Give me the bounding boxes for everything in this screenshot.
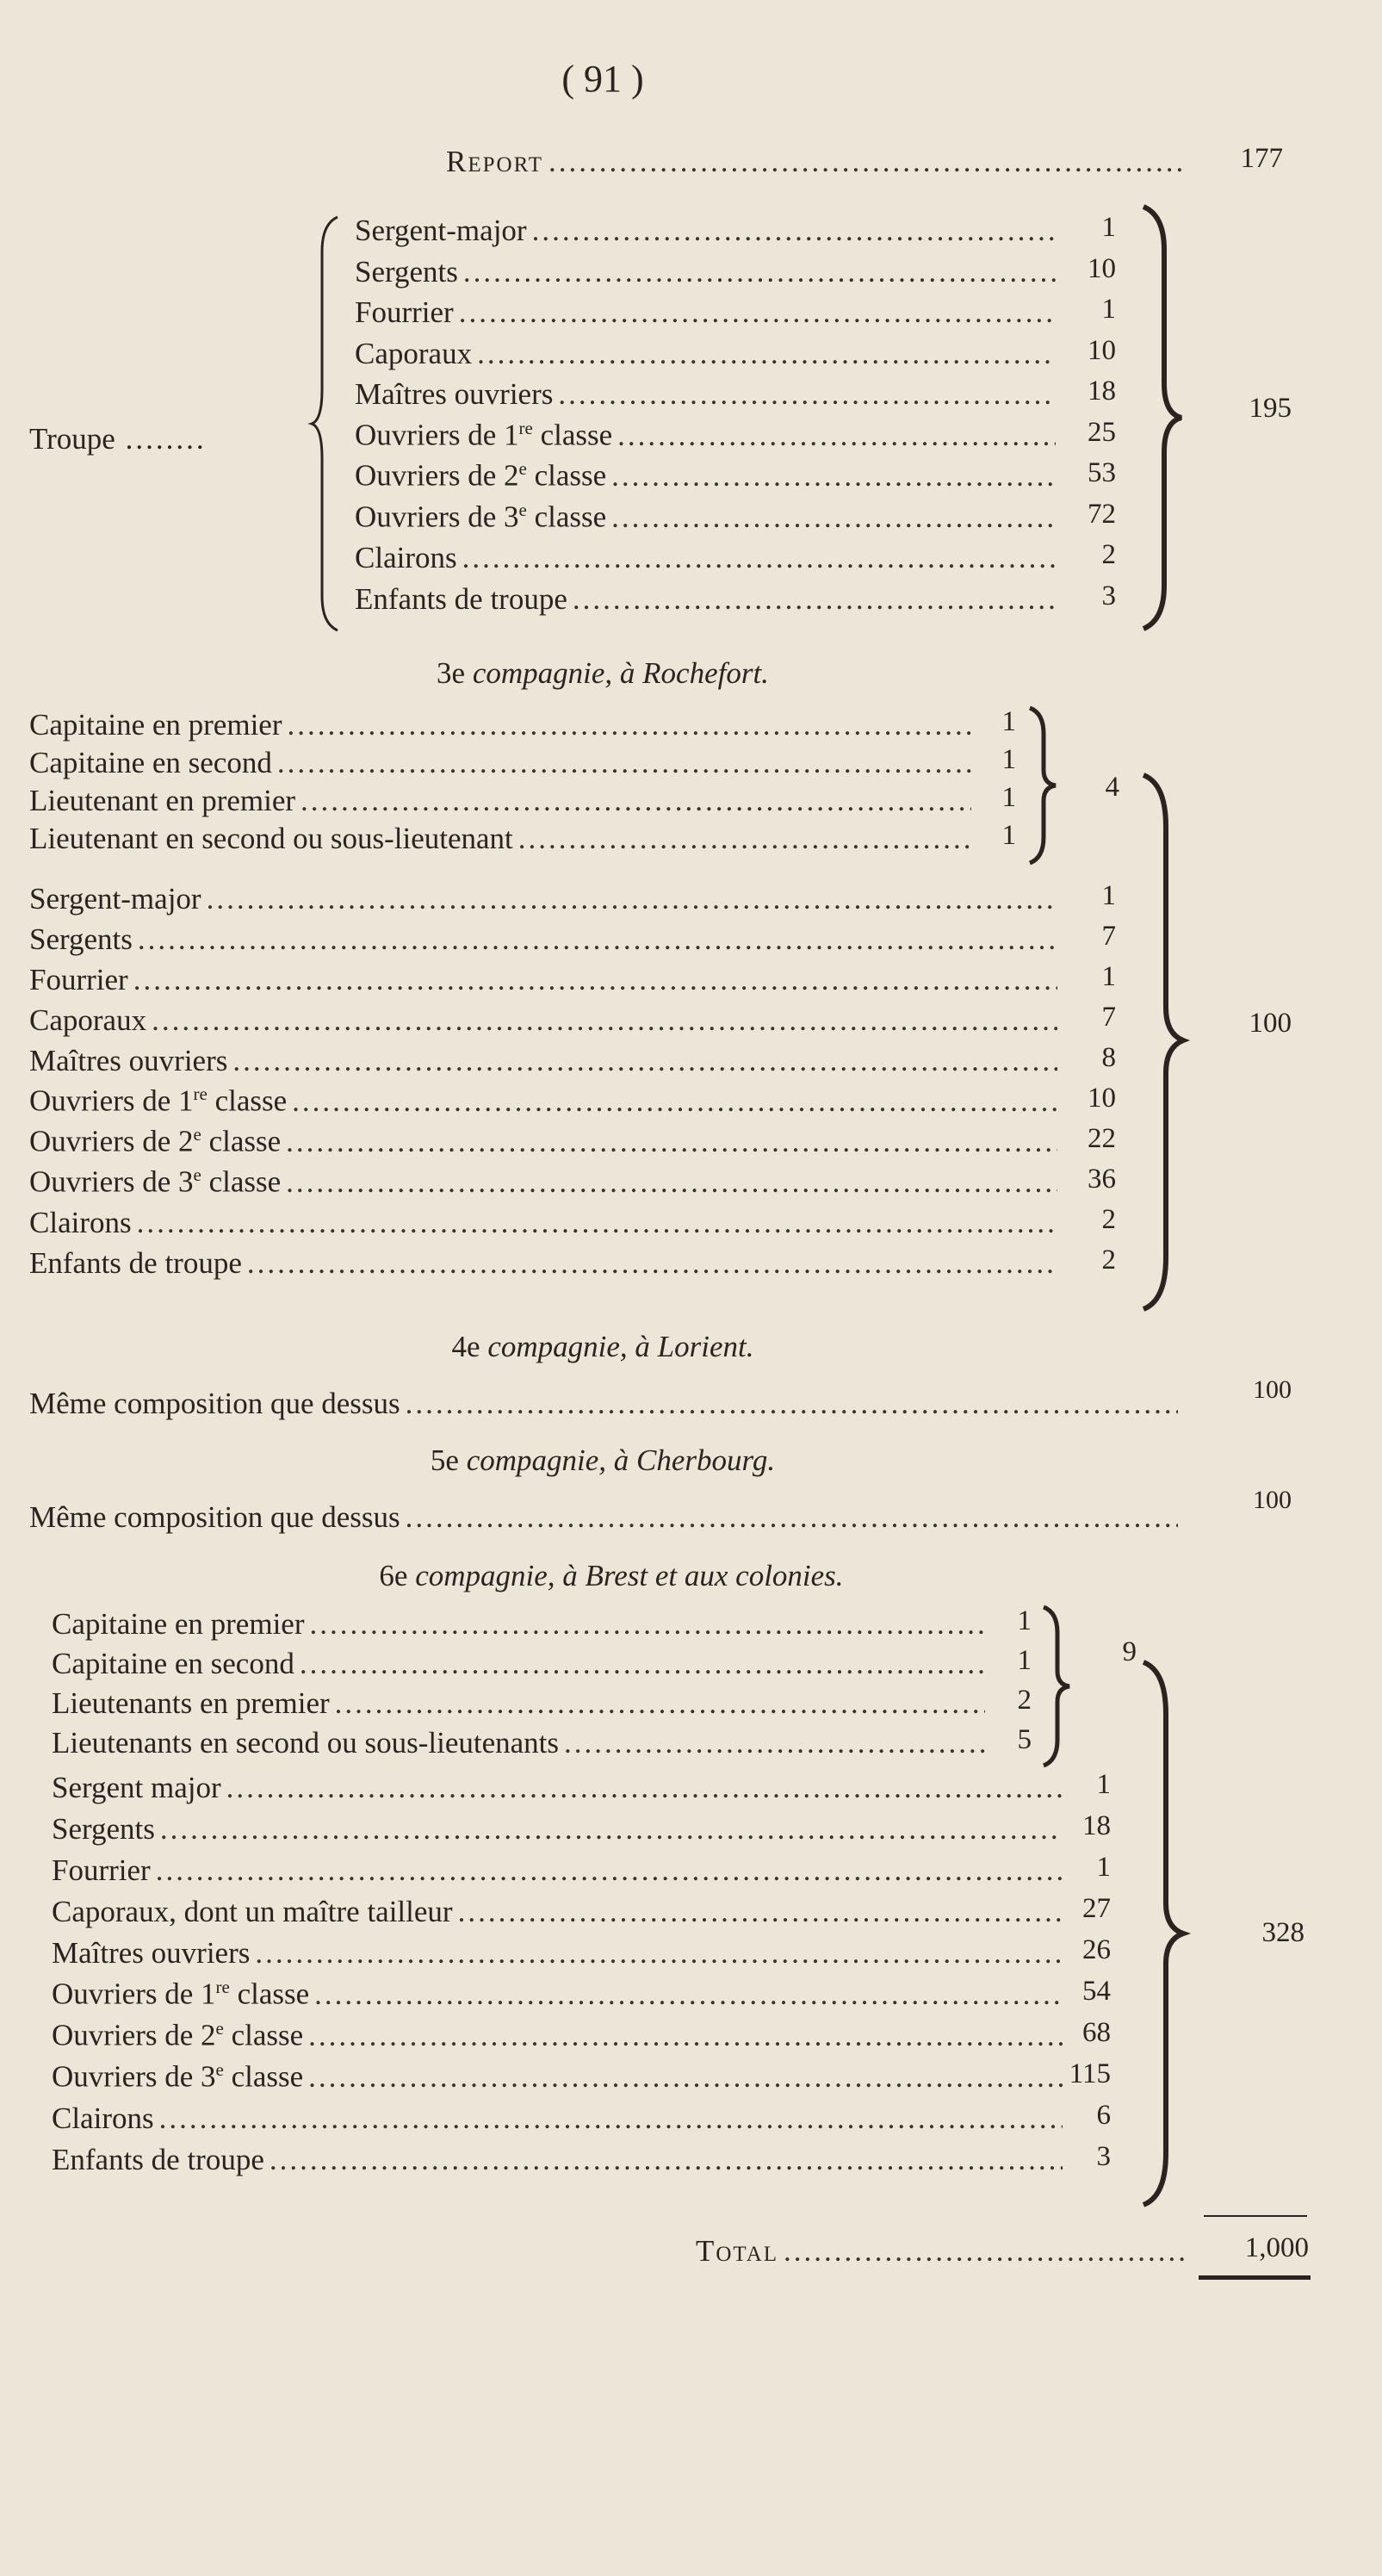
company3-label: Sergent-major [29,882,201,916]
troupe-row [355,295,1061,330]
company3-label: Ouvriers de 3e classe [29,1164,282,1199]
company6-row [52,1977,1068,2012]
company3-value: 10 [1088,1083,1116,1114]
company3-right-brace [1137,775,1188,1309]
company6-value: 18 [1082,1810,1111,1841]
company6-row [52,1936,1068,1971]
company3-label: Ouvriers de 2e classe [29,1124,282,1158]
company6-officer-row [52,1686,990,1721]
company3-label: Fourrier [29,963,128,996]
company3-value: 2 [1101,1204,1116,1235]
company6-label: Sergent major [52,1771,221,1804]
troupe-value: 72 [1088,498,1116,530]
total-label: Total [696,2234,779,2268]
company6-officer-value: 5 [1017,1724,1032,1755]
company6-officer-label: Capitaine en premier [52,1607,305,1641]
company3-value: 1 [1101,880,1116,911]
company6-row [52,1771,1068,1805]
company6-officer-brace [1040,1607,1075,1766]
troupe-row [355,337,1061,371]
company5-row: Même composition que dessus ..... [29,1500,1183,1535]
company3-value: 2 [1101,1245,1116,1276]
total-rule-top [1204,2215,1307,2217]
company6-row [52,2060,1068,2095]
troupe-value: 25 [1088,416,1116,448]
company6-officers-sum: 9 [1122,1636,1137,1667]
company6-right-brace [1137,1662,1188,2205]
company6-value: 6 [1096,2100,1111,2131]
company3-officer-value: 1 [1001,744,1016,775]
company6-value: 68 [1082,2017,1111,2048]
company3-officer-row [29,708,976,742]
company3-total: 100 [1249,1008,1292,1039]
company6-label: Sergents [52,1812,155,1846]
company6-value: 26 [1082,1934,1111,1965]
report-value: 177 [1240,143,1283,174]
company6-value: 27 [1082,1893,1111,1924]
company6-row [52,1812,1068,1847]
troupe-left-brace [310,217,344,630]
troupe-value: 3 [1101,580,1116,611]
company3-officer-row [29,822,976,856]
company6-officer-row [52,1607,990,1642]
troupe-value: 53 [1088,457,1116,488]
company6-officer-value: 2 [1017,1685,1032,1716]
company6-officer-row [52,1647,990,1681]
company6-row [52,1853,1068,1888]
troupe-value: 10 [1088,252,1116,284]
troupe-row [355,500,1061,535]
company3-row [29,1165,1063,1200]
company6-label: Caporaux, dont un maître tailleur [52,1895,453,1928]
troupe-label: Caporaux [355,336,473,370]
company4-row: Même composition que dessus ..... [29,1387,1183,1421]
company6-label: Clairons [52,2101,154,2135]
troupe-row [355,419,1061,453]
troupe-label: Sergents [355,254,458,289]
company3-row [29,1044,1063,1078]
company6-value: 54 [1082,1976,1111,2007]
troupe-value: 2 [1101,539,1116,570]
company6-total: 328 [1261,1917,1305,1948]
company3-officer-brace [1026,708,1061,863]
troupe-value: 1 [1101,212,1116,243]
company4-value: 100 [1253,1375,1292,1404]
troupe-row [355,541,1061,575]
company6-row [52,1895,1068,1929]
company3-label: Ouvriers de 1re classe [29,1083,288,1118]
troupe-row [355,214,1061,248]
troupe-label: Enfants de troupe [355,581,567,616]
troupe-row [355,459,1061,493]
troupe-label: Ouvriers de 2e classe [355,458,607,493]
page-number: ( 91 ) [561,58,644,100]
company4-heading: 4e compagnie, à Lorient. [451,1330,754,1363]
company6-label: Ouvriers de 1re classe [52,1977,310,2011]
company6-officer-label: Capitaine en second [52,1647,294,1680]
troupe-label: Troupe ........ [29,422,207,456]
company3-officer-label: Capitaine en premier [29,708,282,742]
company3-row [29,882,1063,916]
company3-row [29,1084,1063,1119]
report-line [446,145,1187,179]
troupe-label: Clairons [355,541,457,574]
company3-value: 7 [1101,921,1116,952]
company6-row [52,2143,1068,2177]
company6-value: 3 [1096,2141,1111,2172]
company3-officer-row [29,746,976,780]
company6-row [52,2101,1068,2136]
company6-officer-label: Lieutenants en premier [52,1686,330,1720]
company6-label: Ouvriers de 3e classe [52,2059,304,2094]
troupe-row [355,255,1061,289]
company3-officer-value: 1 [1001,782,1016,813]
company6-value: 115 [1069,2058,1111,2089]
company3-officer-row [29,784,976,818]
troupe-label: Fourrier [355,295,454,329]
troupe-label: Ouvriers de 3e classe [355,499,607,534]
company6-label: Fourrier [52,1853,151,1887]
company3-row [29,922,1063,957]
company3-value: 1 [1101,961,1116,992]
company3-value: 36 [1088,1164,1116,1195]
company3-officers-sum: 4 [1105,772,1119,803]
total-line [696,2234,1195,2269]
company3-officer-label: Lieutenant en premier [29,784,296,817]
company3-row [29,1246,1063,1281]
troupe-label: Ouvriers de 1re classe [355,417,613,452]
company3-label: Maîtres ouvriers [29,1044,228,1077]
company6-officer-row [52,1726,990,1760]
company3-label: Caporaux [29,1003,147,1037]
company3-value: 8 [1101,1042,1116,1073]
troupe-total: 195 [1249,393,1292,424]
company3-row [29,1003,1063,1038]
company3-label: Clairons [29,1206,132,1239]
company6-label: Ouvriers de 2e classe [52,2018,304,2052]
company3-row [29,1125,1063,1159]
troupe-value: 1 [1101,294,1116,325]
company3-value: 22 [1088,1123,1116,1154]
total-rule-bottom [1199,2275,1311,2280]
company3-officer-label: Capitaine en second [29,746,272,779]
company6-label: Maîtres ouvriers [52,1936,251,1970]
company6-value: 1 [1096,1769,1111,1800]
company3-value: 7 [1101,1002,1116,1033]
troupe-right-brace [1137,207,1188,629]
company5-heading: 5e compagnie, à Cherbourg. [430,1443,776,1477]
troupe-label: Sergent-major [355,214,527,247]
troupe-label: Maîtres ouvriers [355,377,554,411]
company3-label: Enfants de troupe [29,1246,242,1280]
troupe-value: 18 [1088,376,1116,407]
troupe-value: 10 [1088,334,1116,366]
troupe-row [355,377,1061,412]
troupe-row [355,582,1061,617]
company5-value: 100 [1253,1486,1292,1514]
company3-row [29,963,1063,997]
company3-officer-value: 1 [1001,820,1016,851]
company6-officer-value: 1 [1017,1645,1032,1676]
report-label: Report [446,145,544,178]
company3-row [29,1206,1063,1240]
company6-officer-value: 1 [1017,1605,1032,1636]
company3-officer-value: 1 [1001,706,1016,737]
company3-heading: 3e compagnie, à Rochefort. [437,656,769,690]
company6-row [52,2019,1068,2053]
company3-label: Sergents [29,922,133,956]
company6-value: 1 [1096,1852,1111,1883]
total-value: 1,000 [1244,2232,1309,2263]
company6-label: Enfants de troupe [52,2143,264,2176]
company6-heading: 6e compagnie, à Brest et aux colonies. [379,1559,844,1592]
company6-officer-label: Lieutenants en second ou sous-lieutenants [52,1726,560,1760]
company3-officer-label: Lieutenant en second ou sous-lieutenant [29,822,513,855]
